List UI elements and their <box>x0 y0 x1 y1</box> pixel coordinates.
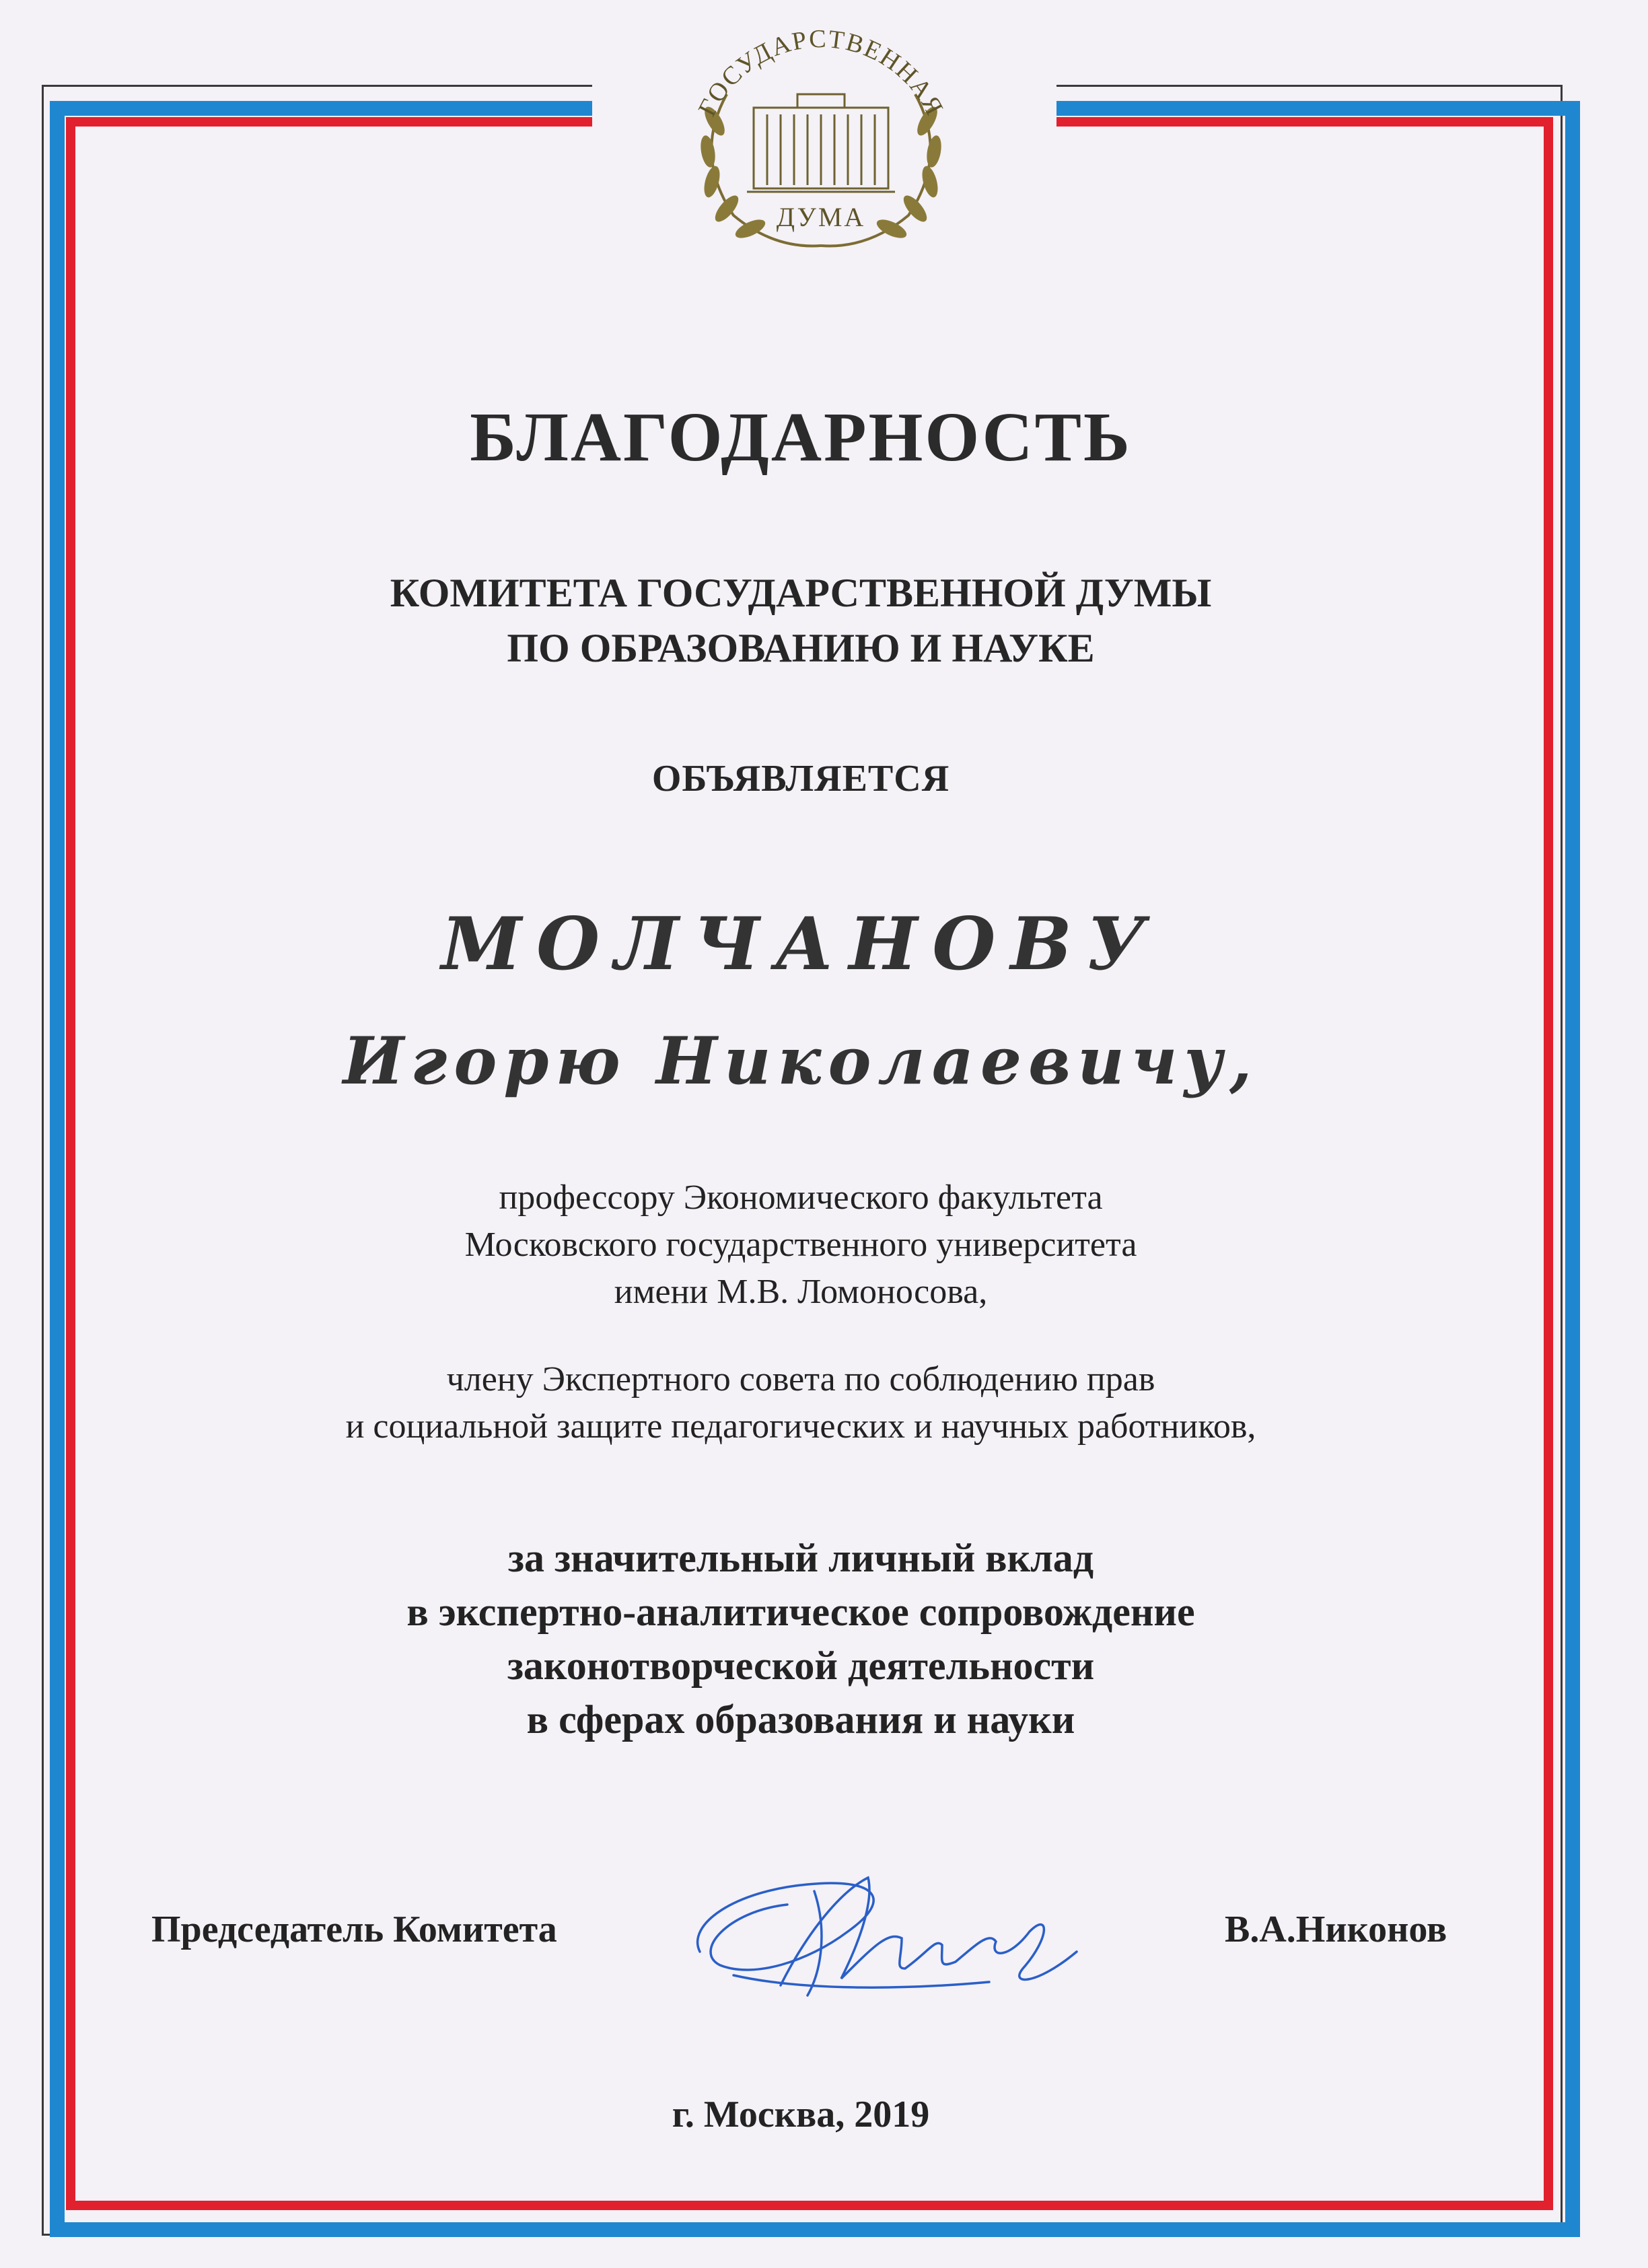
merit-line: в экспертно-аналитическое сопровождение <box>406 1590 1195 1634</box>
position-line: имени М.В. Ломоносова, <box>614 1273 988 1311</box>
recipient-position-council <box>94 1356 1507 1450</box>
position-line: Московского государственного университета <box>464 1226 1137 1264</box>
recipient-position-professor <box>94 1174 1507 1316</box>
position-line: и социальной защите педагогических и научных работников, <box>345 1407 1256 1446</box>
announced-label: ОБЪЯВЛЯЕТСЯ <box>651 758 950 800</box>
signer-role: Председатель Комитета <box>151 1909 557 1950</box>
handwritten-signature <box>673 1851 1110 2012</box>
committee-name <box>94 565 1507 676</box>
committee-line-2: ПО ОБРАЗОВАНИЮ И НАУКЕ <box>507 626 1095 670</box>
merit-line: за значительный личный вклад <box>507 1536 1094 1580</box>
signer-name: В.А.Никонов <box>1225 1909 1447 1950</box>
svg-text:ДУМА: ДУМА <box>776 202 866 232</box>
position-line: профессору Экономического факультета <box>499 1178 1103 1217</box>
place-and-year: г. Москва, 2019 <box>672 2094 930 2135</box>
state-duma-emblem-icon <box>646 20 996 262</box>
committee-line-1: КОМИТЕТА ГОСУДАРСТВЕННОЙ ДУМЫ <box>390 571 1212 615</box>
position-line: члену Экспертного совета по соблюдению прав <box>446 1360 1155 1398</box>
svg-text:ГОСУДАРСТВЕННАЯ: ГОСУДАРСТВЕННАЯ <box>692 24 950 121</box>
merit-statement <box>94 1531 1507 1746</box>
recipient-given-name: Игорю Николаевичу, <box>343 1023 1259 1099</box>
recipient-surname: МОЛЧАНОВУ <box>441 902 1161 987</box>
merit-line: законотворческой деятельности <box>507 1643 1095 1688</box>
certificate-title: БЛАГОДАРНОСТЬ <box>470 398 1132 476</box>
merit-line: в сферах образования и науки <box>526 1697 1075 1742</box>
